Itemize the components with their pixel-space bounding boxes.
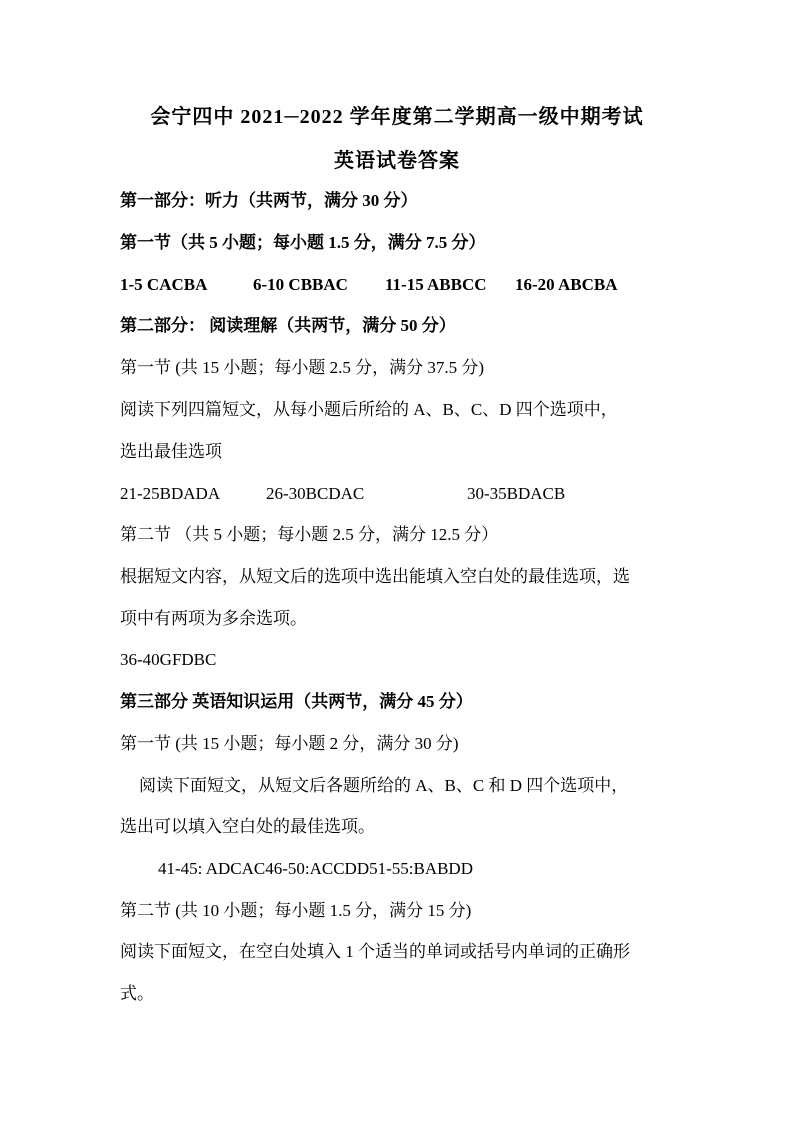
answer-group: 1-5 CACBA	[120, 275, 208, 294]
part3-instruction-line1: 阅读下面短文，从短文后各题所给的 A、B、C 和 D 四个选项中，	[139, 776, 629, 795]
page-subtitle: 英语试卷答案	[334, 150, 460, 172]
part2-section2-heading: 第二节 （共 5 小题；每小题 2.5 分，满分 12.5 分）	[120, 525, 499, 544]
part2-heading: 第二部分： 阅读理解（共两节，满分 50 分）	[120, 316, 456, 335]
part2-answers	[120, 482, 565, 506]
part3-section2-heading: 第二节 (共 10 小题；每小题 1.5 分，满分 15 分)	[120, 901, 472, 920]
part1-section1-heading: 第一节（共 5 小题；每小题 1.5 分，满分 7.5 分）	[120, 233, 486, 252]
part1-heading: 第一部分：听力（共两节，满分 30 分）	[120, 191, 418, 210]
part2-section2-answers: 36-40GFDBC	[120, 650, 217, 669]
part2-instruction-line2: 选出最佳选项	[120, 442, 222, 461]
answer-group: 11-15 ABBCC	[385, 275, 487, 294]
part2-section2-instruction-line1: 根据短文内容，从短文后的选项中选出能填入空白处的最佳选项，选	[120, 567, 630, 586]
part3-instruction-line2: 选出可以填入空白处的最佳选项。	[120, 817, 375, 836]
answer-group: 21-25BDADA	[120, 484, 221, 503]
part3-section2-instruction-line1: 阅读下面短文，在空白处填入 1 个适当的单词或括号内单词的正确形	[120, 942, 630, 961]
part3-heading: 第三部分 英语知识运用（共两节，满分 45 分）	[120, 692, 473, 711]
answer-group: 16-20 ABCBA	[515, 275, 618, 294]
part2-section1-heading: 第一节 (共 15 小题；每小题 2.5 分，满分 37.5 分)	[120, 358, 485, 377]
part2-instruction-line1: 阅读下列四篇短文，从每小题后所给的 A、B、C、D 四个选项中，	[120, 400, 618, 419]
answer-group: 30-35BDACB	[467, 484, 566, 503]
part2-section2-instruction-line2: 项中有两项为多余选项。	[120, 609, 307, 628]
part3-section1-heading: 第一节 (共 15 小题；每小题 2 分，满分 30 分)	[120, 734, 459, 753]
part3-section2-instruction-line2: 式。	[120, 984, 154, 1003]
page-title: 会宁四中 2021─2022 学年度第二学期高一级中期考试	[150, 106, 644, 128]
answer-group: 6-10 CBBAC	[253, 275, 348, 294]
part1-answers	[120, 273, 617, 297]
part3-answers: 41-45: ADCAC46-50:ACCDD51-55:BABDD	[158, 859, 473, 878]
answer-group: 26-30BCDAC	[266, 484, 365, 503]
